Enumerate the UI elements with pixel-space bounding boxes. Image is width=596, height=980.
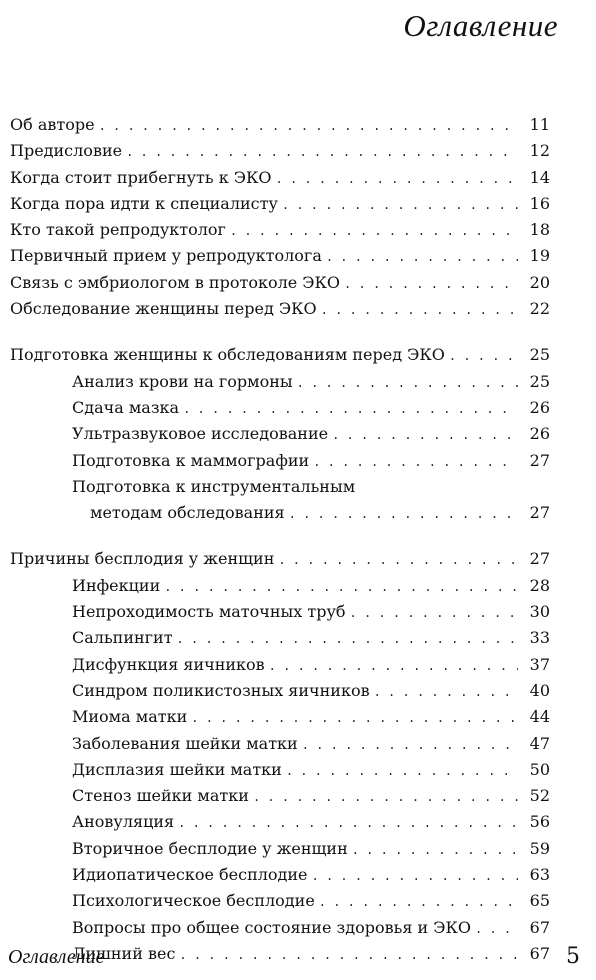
toc-entry-page: 47 — [529, 733, 550, 753]
toc-entry-page: 26 — [529, 397, 550, 417]
toc-entry-page: 30 — [529, 602, 550, 622]
dot-leader — [302, 732, 518, 758]
dot-leader — [319, 889, 518, 915]
toc-entry-page: 67 — [529, 943, 550, 963]
toc-entry-page: 27 — [529, 450, 550, 470]
toc-subentry[interactable] — [10, 625, 550, 651]
toc-entry-title: Обследование женщины перед ЭКО — [10, 299, 317, 319]
toc-subentry[interactable] — [10, 573, 550, 599]
toc-entry[interactable] — [10, 165, 550, 191]
toc-entry-title: Предисловие — [10, 141, 123, 161]
dot-leader — [313, 449, 518, 475]
toc-entry-page: 27 — [529, 503, 550, 523]
toc-entry-page: 12 — [529, 141, 550, 161]
toc-subentry[interactable] — [10, 678, 550, 704]
dot-leader — [326, 244, 518, 270]
dot-leader — [475, 916, 518, 942]
toc-entry-title: Когда пора идти к специалисту — [10, 193, 278, 213]
toc-subentry[interactable] — [10, 888, 550, 914]
toc-subentry[interactable] — [10, 448, 550, 474]
toc-entry-page: 26 — [529, 424, 550, 444]
toc-entry[interactable] — [10, 112, 550, 138]
toc-entry-title-line2: методам обследования — [90, 503, 285, 523]
toc-entry-title: Подготовка женщины к обследованиям перед ЭКО — [10, 345, 445, 365]
toc-entry-title: Вопросы про общее состояние здоровья и ЭКО — [72, 917, 471, 937]
toc-entry-title: Сдача мазка — [72, 397, 180, 417]
toc-entry-page: 18 — [529, 220, 550, 240]
toc-entry-page: 52 — [529, 786, 550, 806]
running-footer-section: Оглавление — [8, 946, 105, 968]
dot-leader — [344, 271, 518, 297]
dot-leader — [449, 343, 518, 369]
toc-entry-title: Миома матки — [72, 707, 188, 727]
toc-entry-page: 22 — [529, 299, 550, 319]
table-of-contents — [10, 112, 550, 967]
dot-leader — [253, 784, 518, 810]
toc-entry-page: 28 — [529, 575, 550, 595]
toc-subentry[interactable] — [10, 421, 550, 447]
toc-entry-title: Инфекции — [72, 575, 161, 595]
toc-entry-title: Лишний вес — [72, 943, 176, 963]
toc-entry-page: 44 — [529, 707, 550, 727]
dot-leader — [297, 370, 518, 396]
toc-entry-title: Ультразвуковое исследование — [72, 424, 329, 444]
toc-entry-title: Когда стоит прибегнуть к ЭКО — [10, 167, 272, 187]
toc-subentry[interactable] — [10, 652, 550, 678]
toc-entry-page: 27 — [529, 549, 550, 569]
toc-subentry[interactable] — [10, 757, 550, 783]
toc-entry-title: Стеноз шейки матки — [72, 786, 249, 806]
toc-entry-title: Синдром поликистозных яичников — [72, 680, 370, 700]
toc-entry-title: Ановуляция — [72, 812, 175, 832]
toc-entry-page: 65 — [529, 891, 550, 911]
toc-entry-page: 25 — [529, 371, 550, 391]
toc-entry-title: Идиопатическое бесплодие — [72, 865, 308, 885]
toc-entry[interactable] — [10, 191, 550, 217]
dot-leader — [269, 653, 518, 679]
toc-entry-page: 67 — [529, 917, 550, 937]
toc-subentry[interactable] — [10, 599, 550, 625]
toc-entry-title: Первичный прием у репродуктолога — [10, 246, 322, 266]
toc-section-heading[interactable] — [10, 546, 550, 572]
toc-entry-title: Заболевания шейки матки — [72, 733, 298, 753]
toc-subentry[interactable] — [10, 809, 550, 835]
page-title: Оглавление — [403, 8, 558, 43]
toc-subentry[interactable] — [10, 783, 550, 809]
toc-entry-page: 14 — [529, 167, 550, 187]
dot-leader — [286, 758, 518, 784]
dot-leader — [374, 679, 518, 705]
toc-group-causes — [10, 546, 550, 967]
page-number: 5 — [566, 944, 580, 969]
toc-group-preparation — [10, 342, 550, 526]
dot-leader — [289, 501, 518, 527]
toc-group-intro — [10, 112, 550, 322]
dot-leader — [178, 810, 518, 836]
toc-entry-line2 — [72, 500, 550, 526]
toc-entry-title: Психологическое бесплодие — [72, 891, 315, 911]
toc-entry-page: 33 — [529, 628, 550, 648]
toc-entry-page: 63 — [529, 865, 550, 885]
toc-entry-title: Анализ крови на гормоны — [72, 371, 293, 391]
dot-leader — [352, 837, 518, 863]
toc-entry-page: 50 — [529, 759, 550, 779]
dot-leader — [230, 218, 518, 244]
toc-subentry[interactable] — [10, 395, 550, 421]
dot-leader — [350, 600, 518, 626]
toc-subentry[interactable] — [10, 369, 550, 395]
toc-entry-page: 37 — [529, 654, 550, 674]
dot-leader — [126, 139, 518, 165]
toc-entry-title: Дисфункция яичников — [72, 654, 265, 674]
toc-entry[interactable] — [10, 138, 550, 164]
dot-leader — [332, 422, 518, 448]
dot-leader — [278, 547, 518, 573]
toc-entry[interactable] — [10, 217, 550, 243]
toc-subentry[interactable] — [10, 704, 550, 730]
toc-entry-page: 19 — [529, 246, 550, 266]
dot-leader — [282, 192, 518, 218]
toc-entry[interactable] — [10, 270, 550, 296]
toc-entry-title: Связь с эмбриологом в протоколе ЭКО — [10, 272, 341, 292]
toc-subentry[interactable] — [10, 731, 550, 757]
toc-entry-page: 59 — [529, 838, 550, 858]
dot-leader — [99, 113, 518, 139]
toc-entry-title-line1: Подготовка к инструментальным — [72, 476, 356, 496]
toc-entry-page: 20 — [529, 272, 550, 292]
toc-entry-title: Дисплазия шейки матки — [72, 759, 282, 779]
toc-entry-title: Об авторе — [10, 115, 95, 134]
group-spacer — [10, 322, 550, 342]
toc-entry-page: 25 — [529, 345, 550, 365]
dot-leader — [164, 574, 518, 600]
dot-leader — [276, 166, 518, 192]
dot-leader — [183, 396, 518, 422]
toc-entry[interactable] — [10, 243, 550, 269]
toc-entry-title: Сальпингит — [72, 628, 173, 648]
toc-entry-title: Причины бесплодия у женщин — [10, 549, 275, 569]
toc-entry-title: Кто такой репродуктолог — [10, 220, 226, 240]
toc-subentry[interactable] — [10, 915, 550, 941]
toc-entry-page: 16 — [529, 193, 550, 213]
toc-entry-page: 40 — [529, 680, 550, 700]
toc-entry-title: Непроходимость маточных труб — [72, 602, 346, 622]
toc-entry-title: Вторичное бесплодие у женщин — [72, 838, 348, 858]
dot-leader — [312, 863, 518, 889]
toc-subentry-multiline[interactable] — [10, 474, 550, 527]
toc-subentry[interactable] — [10, 836, 550, 862]
toc-section-heading[interactable] — [10, 342, 550, 368]
toc-entry-page: 11 — [529, 115, 550, 134]
toc-subentry[interactable] — [10, 862, 550, 888]
dot-leader — [321, 297, 518, 323]
toc-entry-title: Подготовка к маммографии — [72, 450, 310, 470]
dot-leader — [179, 942, 518, 968]
group-spacer — [10, 526, 550, 546]
dot-leader — [177, 626, 518, 652]
toc-entry-page: 56 — [529, 812, 550, 832]
dot-leader — [191, 705, 518, 731]
toc-entry[interactable] — [10, 296, 550, 322]
